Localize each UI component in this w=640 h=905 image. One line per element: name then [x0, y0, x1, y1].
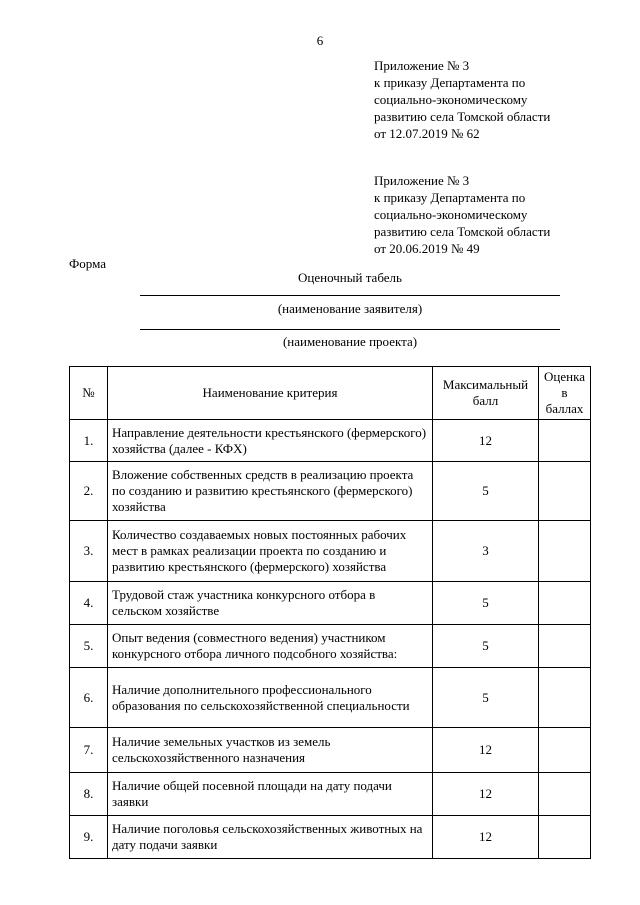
appendix-line: развитию села Томской области — [374, 224, 551, 239]
table-row — [70, 668, 591, 728]
header-name: Наименование критерия — [108, 367, 433, 420]
row-criterion: Опыт ведения (совместного ведения) участником конкурсного отбора личного подсобного хозяйства: — [108, 625, 433, 668]
row-criterion: Наличие дополнительного профессионального образования по сельскохозяйственной специальности — [108, 668, 433, 728]
header-max: Максимальный балл — [433, 367, 539, 420]
row-score-cell[interactable] — [539, 462, 591, 521]
project-name-line — [140, 329, 560, 330]
table-row — [70, 462, 591, 521]
row-criterion: Наличие поголовья сельскохозяйственных животных на дату подачи заявки — [108, 816, 433, 859]
row-num: 2. — [70, 462, 108, 521]
row-score-cell[interactable] — [539, 728, 591, 773]
applicant-caption: (наименование заявителя) — [277, 301, 423, 316]
row-score-cell[interactable] — [539, 816, 591, 859]
row-max-score: 3 — [433, 521, 539, 582]
row-criterion: Направление деятельности крестьянского (фермерского) хозяйства (далее - КФХ) — [108, 420, 433, 462]
header-num: № — [70, 367, 108, 420]
row-num: 4. — [70, 582, 108, 625]
row-score-cell[interactable] — [539, 521, 591, 582]
appendix-line: от 12.07.2019 № 62 — [374, 126, 480, 141]
row-criterion: Вложение собственных средств в реализацию проекта по созданию и развитию крестьянского (фермерского) хозяйства — [108, 462, 433, 521]
appendix-line: от 20.06.2019 № 49 — [374, 241, 480, 256]
document-title: Оценочный табель — [298, 270, 402, 285]
appendix-line: Приложение № 3 — [374, 173, 470, 188]
appendix-line: социально-экономическому — [374, 207, 528, 222]
row-num: 7. — [70, 728, 108, 773]
row-max-score: 5 — [433, 668, 539, 728]
row-num: 9. — [70, 816, 108, 859]
row-criterion: Наличие общей посевной площади на дату подачи заявки — [108, 773, 433, 816]
appendix-line: социально-экономическому — [374, 92, 528, 107]
table-header-row — [70, 367, 591, 420]
criteria-table — [69, 366, 591, 859]
row-max-score: 12 — [433, 420, 539, 462]
row-num: 8. — [70, 773, 108, 816]
row-max-score: 12 — [433, 816, 539, 859]
appendix-line: Приложение № 3 — [374, 58, 470, 73]
row-max-score: 5 — [433, 582, 539, 625]
page-number: 6 — [316, 33, 324, 48]
table-row — [70, 816, 591, 859]
table-row — [70, 521, 591, 582]
row-num: 1. — [70, 420, 108, 462]
row-num: 5. — [70, 625, 108, 668]
row-score-cell[interactable] — [539, 582, 591, 625]
project-caption: (наименование проекта) — [282, 334, 418, 349]
appendix-line: развитию села Томской области — [374, 109, 551, 124]
row-criterion: Трудовой стаж участника конкурсного отбора в сельском хозяйстве — [108, 582, 433, 625]
appendix-previous — [374, 172, 550, 257]
row-num: 6. — [70, 668, 108, 728]
row-score-cell[interactable] — [539, 420, 591, 462]
row-max-score: 12 — [433, 773, 539, 816]
row-score-cell[interactable] — [539, 625, 591, 668]
table-row — [70, 773, 591, 816]
row-criterion: Наличие земельных участков из земель сельскохозяйственного назначения — [108, 728, 433, 773]
row-num: 3. — [70, 521, 108, 582]
appendix-line: к приказу Департамента по — [374, 190, 526, 205]
table-row — [70, 625, 591, 668]
table-row — [70, 582, 591, 625]
table-row — [70, 420, 591, 462]
row-max-score: 12 — [433, 728, 539, 773]
form-label: Форма — [69, 256, 106, 271]
row-criterion: Количество создаваемых новых постоянных рабочих мест в рамках реализации проекта по созданию и развитию крестьянского (фермерского) хозяйства — [108, 521, 433, 582]
row-score-cell[interactable] — [539, 668, 591, 728]
appendix-current — [374, 57, 550, 142]
appendix-line: к приказу Департамента по — [374, 75, 526, 90]
row-max-score: 5 — [433, 462, 539, 521]
table-row — [70, 728, 591, 773]
header-score: Оценка в баллах — [539, 367, 591, 420]
row-max-score: 5 — [433, 625, 539, 668]
applicant-name-line — [140, 295, 560, 296]
row-score-cell[interactable] — [539, 773, 591, 816]
